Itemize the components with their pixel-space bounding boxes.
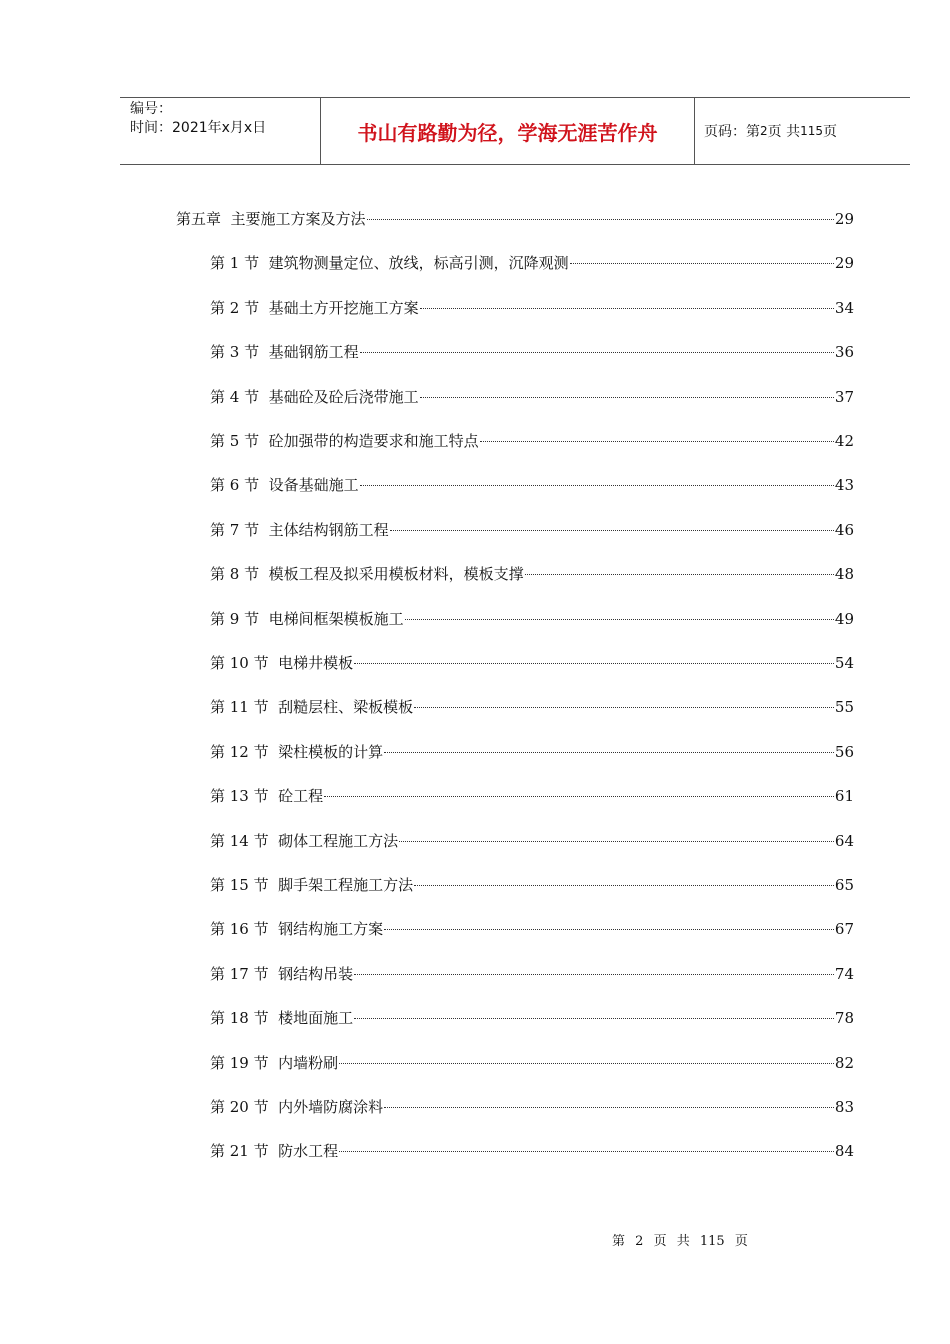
toc-entry-page: 56 xyxy=(834,742,854,761)
toc-dot-leader xyxy=(360,485,834,486)
toc-entry-page: 65 xyxy=(834,876,854,894)
toc-section-entry[interactable] xyxy=(210,652,854,672)
toc-dot-leader xyxy=(384,752,834,753)
toc-entry-title: 第 8 节 模板工程及拟采用模板材料，模板支撑 xyxy=(210,565,524,584)
toc-entry-title: 第 15 节 脚手架工程施工方法 xyxy=(210,876,414,894)
toc-section-entry[interactable] xyxy=(210,741,854,761)
toc-section-entry[interactable] xyxy=(210,1007,854,1027)
header-meta xyxy=(120,98,321,164)
toc-entry-page: 42 xyxy=(834,432,854,450)
toc-dot-leader xyxy=(525,574,834,575)
toc-entry-title: 第 18 节 楼地面施工 xyxy=(210,1009,354,1028)
toc-section-entry[interactable] xyxy=(210,1140,854,1160)
toc-dot-leader xyxy=(414,885,834,886)
toc-dot-leader xyxy=(399,841,834,842)
toc-section-entry[interactable] xyxy=(210,1096,854,1116)
toc-dot-leader xyxy=(360,352,834,353)
toc-section-entry[interactable] xyxy=(210,341,854,361)
footer-word-di: 第 xyxy=(612,1234,626,1249)
toc-entry-page: 54 xyxy=(834,654,854,672)
toc-entry-page: 48 xyxy=(834,565,854,584)
header-page-prefix: 页码：第 xyxy=(704,124,760,140)
toc-dot-leader xyxy=(367,219,834,220)
toc-dot-leader xyxy=(414,707,834,708)
toc-section-entry[interactable] xyxy=(210,519,854,539)
toc-entry-title: 第 10 节 电梯井模板 xyxy=(210,654,354,672)
toc-entry-page: 46 xyxy=(834,520,854,539)
toc-entry-title: 第 11 节 刮糙层柱、梁板模板 xyxy=(210,698,414,717)
toc-entry-title: 第 5 节 砼加强带的构造要求和施工特点 xyxy=(210,432,479,450)
toc-entry-page: 78 xyxy=(834,1009,854,1028)
toc-entry-title: 第 20 节 内外墙防腐涂料 xyxy=(210,1098,384,1116)
toc-entry-title: 第 3 节 基础钢筋工程 xyxy=(210,343,359,362)
toc-entry-page: 74 xyxy=(834,964,854,983)
toc-entry-title: 第 17 节 钢结构吊装 xyxy=(210,964,354,983)
toc-section-entry[interactable] xyxy=(210,874,854,894)
toc-entry-title: 第 21 节 防水工程 xyxy=(210,1142,339,1161)
page-header xyxy=(120,97,910,165)
footer-total-pages: 115 xyxy=(699,1234,725,1249)
toc-dot-leader xyxy=(339,1063,834,1064)
toc-entry-page: 36 xyxy=(834,343,854,362)
toc-entry-page: 49 xyxy=(834,609,854,628)
toc-section-entry[interactable] xyxy=(210,297,854,317)
document-number-label: 编号： xyxy=(130,101,172,117)
toc-entry-page: 64 xyxy=(834,831,854,850)
footer-word-ye-end: 页 xyxy=(734,1234,748,1249)
toc-dot-leader xyxy=(420,308,834,309)
toc-entry-title: 第五章 主要施工方案及方法 xyxy=(176,210,366,228)
toc-dot-leader xyxy=(354,1018,834,1019)
document-time-label: 时间：2021年x月x日 xyxy=(130,120,267,136)
toc-dot-leader xyxy=(480,441,834,442)
header-page-current: 2 xyxy=(760,124,768,138)
toc-entry-page: 55 xyxy=(834,698,854,717)
footer-current-page: 2 xyxy=(635,1234,644,1249)
toc-entry-title: 第 9 节 电梯间框架模板施工 xyxy=(210,609,404,628)
toc-dot-leader xyxy=(324,796,834,797)
toc-dot-leader xyxy=(420,397,834,398)
toc-section-entry[interactable] xyxy=(210,830,854,850)
header-page-suffix: 页 xyxy=(823,124,837,140)
toc-entry-page: 67 xyxy=(834,920,854,939)
toc-section-entry[interactable] xyxy=(210,963,854,983)
toc-entry-title: 第 6 节 设备基础施工 xyxy=(210,476,359,495)
toc-entry-page: 43 xyxy=(834,476,854,495)
toc-section-entry[interactable] xyxy=(210,918,854,938)
toc-section-entry[interactable] xyxy=(210,474,854,494)
toc-entry-title: 第 12 节 梁柱模板的计算 xyxy=(210,742,384,761)
toc-section-entry[interactable] xyxy=(210,563,854,583)
header-page-info xyxy=(695,98,910,164)
toc-chapter-entry[interactable] xyxy=(176,208,854,228)
toc-entry-title: 第 13 节 砼工程 xyxy=(210,787,324,806)
toc-entry-page: 34 xyxy=(834,298,854,317)
toc-dot-leader xyxy=(570,263,834,264)
toc-entry-title: 第 14 节 砌体工程施工方法 xyxy=(210,831,399,850)
toc-entry-page: 61 xyxy=(834,787,854,806)
toc-dot-leader xyxy=(354,663,834,664)
header-page-mid: 页 共 xyxy=(767,124,801,140)
header-page-total: 115 xyxy=(800,124,823,138)
toc-entry-page: 84 xyxy=(834,1142,854,1161)
header-motto: 书山有路勤为径，学海无涯苦作舟 xyxy=(321,98,695,164)
footer-word-ye: 页 xyxy=(653,1234,667,1249)
toc-entry-page: 37 xyxy=(834,387,854,406)
toc-section-entry[interactable] xyxy=(210,1052,854,1072)
toc-dot-leader xyxy=(339,1151,834,1152)
toc-entry-title: 第 4 节 基础砼及砼后浇带施工 xyxy=(210,387,419,406)
toc-section-entry[interactable] xyxy=(210,386,854,406)
toc-entry-title: 第 7 节 主体结构钢筋工程 xyxy=(210,520,389,539)
toc-entry-page: 83 xyxy=(834,1098,854,1116)
footer-word-gong: 共 xyxy=(676,1234,690,1249)
toc-section-entry[interactable] xyxy=(210,252,854,272)
toc-dot-leader xyxy=(405,619,834,620)
toc-entry-page: 82 xyxy=(834,1053,854,1072)
toc-section-entry[interactable] xyxy=(210,785,854,805)
toc-dot-leader xyxy=(390,530,834,531)
toc-dot-leader xyxy=(384,929,834,930)
toc-dot-leader xyxy=(354,974,834,975)
toc-entry-title: 第 2 节 基础土方开挖施工方案 xyxy=(210,298,419,317)
toc-entry-title: 第 16 节 钢结构施工方案 xyxy=(210,920,384,939)
toc-dot-leader xyxy=(384,1107,834,1108)
toc-section-entry[interactable] xyxy=(210,696,854,716)
toc-entry-page: 29 xyxy=(834,254,854,273)
toc-entry-title: 第 1 节 建筑物测量定位、放线，标高引测，沉降观测 xyxy=(210,254,569,273)
toc-section-entry[interactable] xyxy=(210,430,854,450)
toc-section-entry[interactable] xyxy=(210,608,854,628)
toc-entry-page: 29 xyxy=(834,210,854,228)
toc-entry-title: 第 19 节 内墙粉刷 xyxy=(210,1053,339,1072)
